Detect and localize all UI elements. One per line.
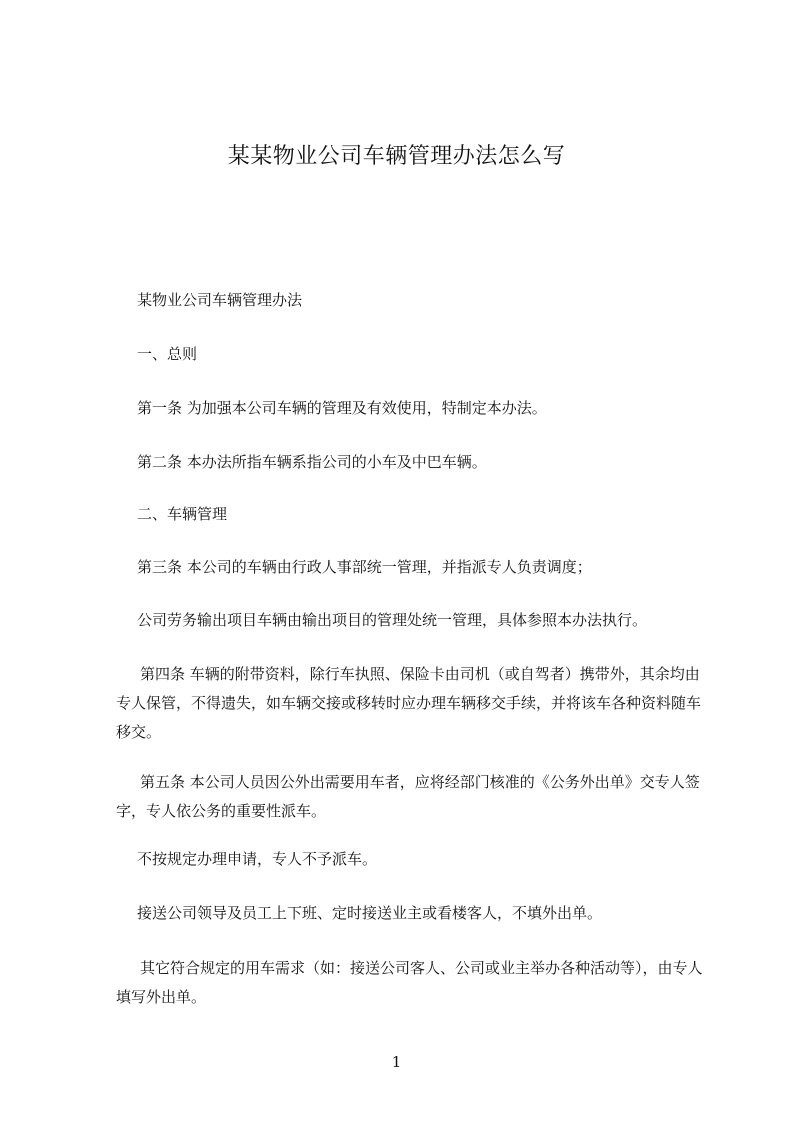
article-5-note-1: 不按规定办理申请，专人不予派车。 [137, 850, 378, 868]
section-heading-vehicle-management: 二、车辆管理 [137, 505, 228, 523]
article-5-note-3: 其它符合规定的用车需求（如：接送公司客人、公司或业主举办各种活动等），由专人填写外出单。 [116, 959, 703, 1006]
page-number: 1 [391, 1053, 402, 1071]
article-2: 第二条 本办法所指车辆系指公司的小车及中巴车辆。 [137, 453, 487, 471]
section-heading-general: 一、总则 [137, 345, 198, 363]
article-5-note-2: 接送公司领导及员工上下班、定时接送业主或看楼客人，不填外出单。 [137, 904, 603, 922]
article-3: 第三条 本公司的车辆由行政人事部统一管理，并指派专人负责调度； [137, 558, 592, 576]
article-3-continued: 公司劳务输出项目车辆由输出项目的管理处统一管理，具体参照本办法执行。 [137, 611, 648, 629]
article-1: 第一条 为加强本公司车辆的管理及有效使用，特制定本办法。 [137, 399, 547, 417]
article-4: 第四条 车辆的附带资料，除行车执照、保险卡由司机（或自驾者）携带外，其余均由专人保管，不得遗失，如车辆交接或移转时应办理车辆移交手续，并将该车各种资料随车移交。 [116, 665, 702, 741]
page-title: 某某物业公司车辆管理办法怎么写 [227, 144, 566, 169]
article-5: 第五条 本公司人员因公外出需要用车者，应将经部门核准的《公务外出单》交专人签字，专人依公务的重要性派车。 [116, 773, 700, 820]
paragraph-heading: 某物业公司车辆管理办法 [137, 291, 303, 309]
